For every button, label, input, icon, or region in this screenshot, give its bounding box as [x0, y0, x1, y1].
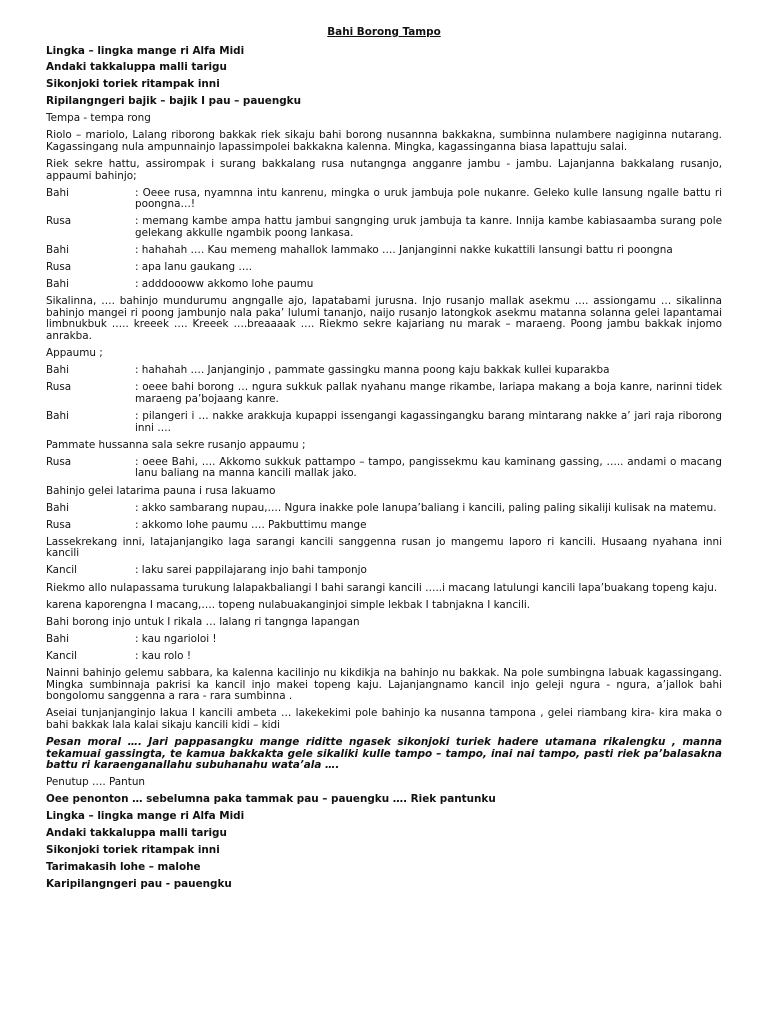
- speaker: Bahi: [46, 186, 69, 199]
- document-title: Bahi Borong Tampo: [327, 26, 441, 38]
- paragraph-penutup: Penutup …. Pantun: [46, 776, 146, 789]
- speaker: Bahi: [46, 364, 69, 377]
- dialog-line: [46, 411, 722, 434]
- paragraph-appaumu: Appaumu ;: [46, 347, 103, 360]
- pantun-line: Sikonjoki toriek ritampak inni: [46, 844, 220, 857]
- dialog-line: [46, 520, 722, 532]
- pantun-line: Karipilangngeri pau - pauengku: [46, 877, 232, 890]
- dialog-line: [46, 279, 722, 291]
- speech: : hahahah …. Janjanginjo , pammate gassingku manna poong kaju bakkak kullei kuparakba: [135, 364, 610, 377]
- speaker: Bahi: [46, 410, 69, 423]
- speech: : Oeee rusa, nyamnna intu kanrenu, mingka o uruk jambuja pole nukanre. Geleko kulle lansung ngalle battu ri poongna…!: [135, 186, 722, 211]
- speaker: Kancil: [46, 649, 78, 662]
- speaker: Rusa: [46, 518, 72, 531]
- speech: : apa lanu gaukang ….: [135, 261, 253, 274]
- speaker: Bahi: [46, 278, 69, 291]
- speech: : kau rolo !: [135, 649, 192, 662]
- speaker: Kancil: [46, 564, 78, 577]
- speech: : memang kambe ampa hattu jambui sangnging uruk jambuja ta kanre. Innija kambe kabiasaamba surang pole gelekang akkulle ngambik poong lankasa.: [135, 215, 722, 239]
- paragraph-riolo: Riolo – mariolo, Lalang riborong bakkak riek sikaju bahi borong nusannna bakkakna, sumbinna nulambere nagiginna nutarang. Kagassingang nula ampunnainjo lapassimpolei bakkakna kalenna. Mingka, kagassinganna biasa lapattuju salai.: [46, 129, 722, 153]
- paragraph-moral-message: Pesan moral …. Jari pappasangku mange riditte ngasek sikonjoki turiek hadere utamana rikalengku , manna tekamuai gassingta, te kamua bakkakta gele sikaliki kulle tampo – tampo, inai nai tampo, pasti riek pa’balasakna battu ri karaenganallahu subuhanahu wata’ala ….: [46, 736, 722, 772]
- speaker: Bahi: [46, 244, 69, 256]
- paragraph-sikalinna: Sikalinna, …. bahinjo mundurumu angngalle ajo, lapatabami jurusna. Injo rusanjo mallak asekmu …. assiongamu … sikalinna bahinjo mangei ri poong jambunjo nala paka’ lulumi tananjo, naijo rusanjo latongkok asekmu matanna solanna gelei lapantamai limbnukbuk ….. kreeek …. Kreeek ….breaaaak …. Riekmo sekre kajariang nu marak – maraeng. Poong jambu bakkak injomo anrakba.: [46, 295, 722, 343]
- opening-pantun: [46, 46, 722, 108]
- dialog-line: [46, 365, 722, 377]
- paragraph-riekmo: Riekmo allo nulapassama turukung lalapakbaliangi I bahi sarangi kancili …..i macang latulungi kancili lapa’buakang topeng kaju.: [46, 581, 718, 594]
- dialog-line: [46, 565, 722, 577]
- dialog-line: [46, 262, 722, 274]
- dialog-line: [46, 651, 722, 663]
- speech: : laku sarei pappilajarang injo bahi tamponjo: [135, 564, 367, 577]
- paragraph-karena: karena kaporengna I macang,…. topeng nulabuakanginjoi simple lekbak I tabnjakna I kancili.: [46, 598, 531, 611]
- speech: : akkomo lohe paumu …. Pakbuttimu mange: [135, 518, 367, 531]
- pantun-line: Ripilangngeri bajik – bajik I pau – pauengku: [46, 95, 301, 108]
- dialog-line: [46, 634, 722, 646]
- speech: : pilangeri i … nakke arakkuja kupappi issengangi kagassingangku barang mintarang nakke a’ jari raja riborong inni ….: [135, 410, 722, 434]
- pantun-line: Sikonjoki toriek ritampak inni: [46, 78, 220, 91]
- pantun-line: Andaki takkaluppa malli tarigu: [46, 827, 227, 840]
- pantun-line: Andaki takkaluppa malli tarigu: [46, 61, 227, 74]
- speaker: Bahi: [46, 501, 69, 514]
- speech: : kau ngarioloi !: [135, 632, 217, 645]
- pantun-line: Tarimakasih lohe – malohe: [46, 860, 201, 873]
- speech: : oeee Bahi, …. Akkomo sukkuk pattampo – tampo, pangissekmu kau kaminang gassing, ….. andami o macang lanu baliang na manna kancili mallak jako.: [135, 455, 722, 480]
- dialog-line: [46, 216, 722, 239]
- paragraph-tempa: Tempa - tempa rong: [46, 112, 151, 125]
- speech: : hahahah …. Kau memeng mahallok lammako …. Janjanginni nakke kukattili lansungi battu ri poongna: [135, 244, 673, 256]
- speech: : adddoooww akkomo lohe paumu: [135, 278, 314, 291]
- pantun-line: Lingka – lingka mange ri Alfa Midi: [46, 44, 245, 57]
- paragraph-aseiai: Aseiai tunjanjanginjo lakua I kancili ambeta … lakekekimi pole bahinjo ka nusanna tampona , gelei riambang kira- kira maka o bahi bakkak lala kalai sikaju kancili kidi – kidi: [46, 707, 722, 731]
- pantun-line: Oee penonton … sebelumna paka tammak pau – pauengku …. Riek pantunku: [46, 793, 496, 806]
- speaker: Rusa: [46, 455, 72, 468]
- dialog-line: [46, 457, 722, 480]
- pantun-line: Lingka – lingka mange ri Alfa Midi: [46, 810, 245, 823]
- dialog-line: [46, 245, 722, 257]
- closing-pantun: [46, 794, 722, 890]
- dialog-line: [46, 188, 722, 211]
- paragraph-bahinjo-gelei: Bahinjo gelei latarima pauna i rusa lakuamo: [46, 484, 276, 497]
- speaker: Rusa: [46, 381, 72, 394]
- speaker: Rusa: [46, 261, 72, 274]
- speaker: Rusa: [46, 215, 72, 228]
- paragraph-riek: Riek sekre hattu, assirompak i surang bakkalang rusa nutangnga angganre jambu - jambu. Lajanjanna bakkalang rusanjo, appaumi bahinjo;: [46, 157, 722, 182]
- speech: : akko sambarang nupau,…. Ngura inakke pole lanupa’baliang i kancili, paling paling sikaliji kulisak na matemu.: [135, 501, 717, 514]
- speech: : oeee bahi borong … ngura sukkuk pallak nyahanu mange rikambe, lariapa makang a boja kanre, narinni tidek maraeng pa’bojaang kanre.: [135, 381, 722, 405]
- speaker: Bahi: [46, 632, 69, 645]
- dialog-line: [46, 382, 722, 405]
- paragraph-pammate: Pammate hussanna sala sekre rusanjo appaumu ;: [46, 438, 306, 451]
- dialog-line: [46, 503, 722, 515]
- paragraph-bahi-borong: Bahi borong injo untuk I rikala … lalang ri tangnga lapangan: [46, 615, 360, 628]
- paragraph-nainni: Nainni bahinjo gelemu sabbara, ka kalenna kacilinjo nu kikdikja na bahinjo nu bakkak. Na pole sumbingna labuak kagassingang. Mingka sumbinnaja pakrisi ka kancil injo makei topeng kaju. Lajanjangnamo kancil injo geleji ngura - ngura, a’jallok bahi bongolomu sanggenna a rara - rara sumbinna .: [46, 667, 722, 703]
- paragraph-lassekrekang: Lassekrekang inni, latajanjangiko laga sarangi kancili sanggenna rusan jo mangemu laporo ri kancili. Husaang nyahana inni kancili: [46, 535, 722, 560]
